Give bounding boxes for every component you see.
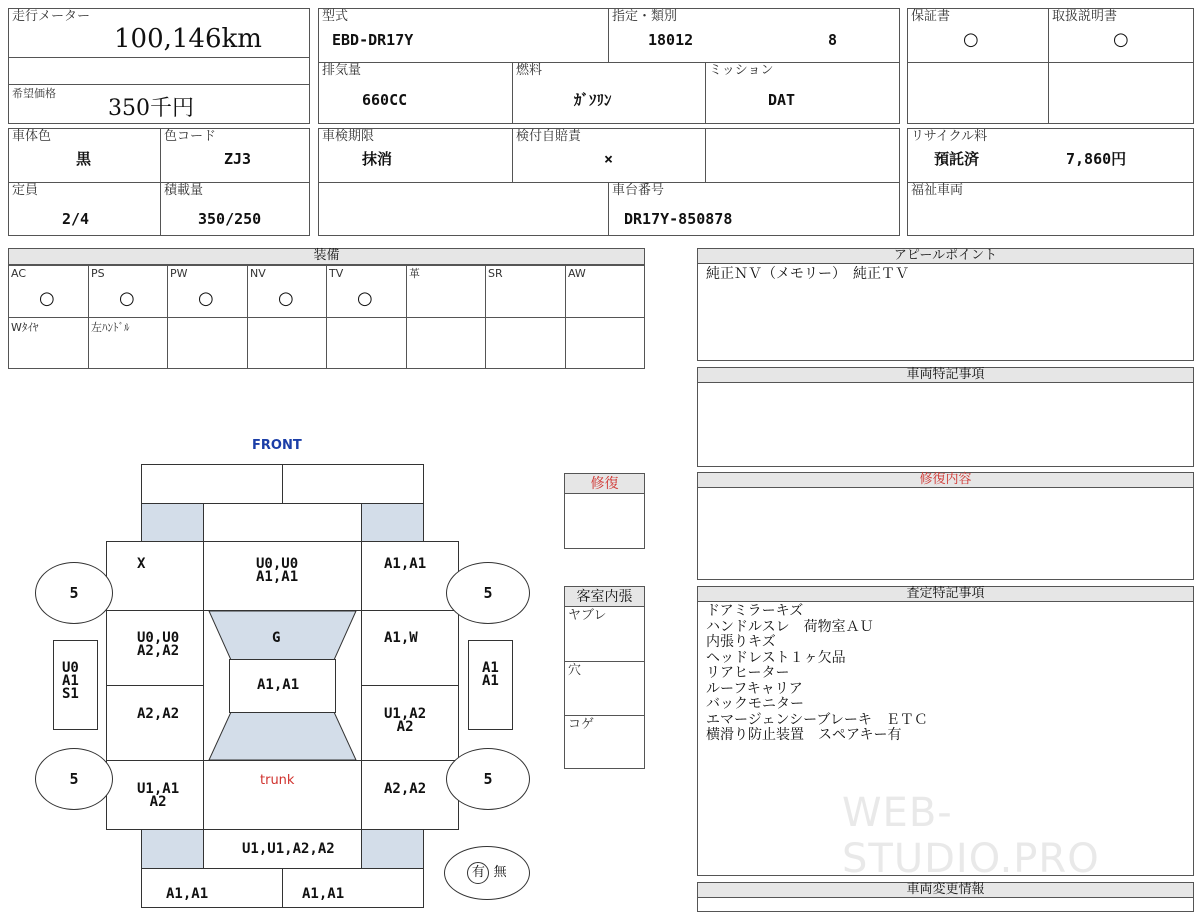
equipment-option-2: 左ﾊﾝﾄﾞﾙ bbox=[91, 321, 130, 334]
assessment-line: ハンドルスレ 荷物室ＡＵ bbox=[706, 618, 874, 635]
rear-glass bbox=[209, 712, 356, 760]
trunk-label: trunk bbox=[260, 773, 295, 788]
designation-label: 指定・類別 bbox=[612, 9, 678, 24]
rear-panel-code: U1,U1,A2,A2 bbox=[242, 841, 335, 857]
interior-title: 客室内張 bbox=[565, 587, 644, 607]
load-label: 積載量 bbox=[164, 183, 204, 198]
inspection-value: 抹消 bbox=[362, 150, 393, 168]
welfare-label: 福祉車両 bbox=[911, 183, 964, 198]
equipment-label-2: PS bbox=[91, 267, 105, 280]
rl-door-code: A2,A2 bbox=[137, 706, 180, 722]
capacity-label: 定員 bbox=[12, 183, 39, 198]
fl-fender-code: X bbox=[137, 556, 146, 572]
assessment-line: エマージェンシーブレーキ ＥＴＣ bbox=[706, 711, 928, 728]
equipment-label-6: 革 bbox=[409, 267, 420, 280]
model-label: 型式 bbox=[322, 9, 349, 24]
insurance-label: 検付自賠責 bbox=[516, 129, 582, 144]
price-label: 希望価格 bbox=[12, 87, 56, 100]
equipment-mark-5: ○ bbox=[357, 288, 373, 309]
vehicle-notes-title: 車両特記事項 bbox=[698, 368, 1193, 383]
designation-value-1: 18012 bbox=[648, 31, 694, 49]
tire-rear-right: 5 bbox=[446, 748, 530, 810]
repair-box-title: 修復 bbox=[565, 474, 644, 494]
equipment-label-7: SR bbox=[488, 267, 503, 280]
recycle-label: リサイクル料 bbox=[911, 129, 988, 144]
front-bumper-left bbox=[141, 464, 283, 504]
fr-fender-code: A1,A1 bbox=[384, 556, 427, 572]
manual-label: 取扱説明書 bbox=[1052, 9, 1118, 24]
recycle-status: 預託済 bbox=[934, 150, 980, 168]
equipment-label-5: TV bbox=[329, 267, 344, 280]
spare-none-mark: 無 bbox=[493, 865, 507, 880]
front-label: FRONT bbox=[252, 438, 302, 453]
warranty-circle: ○ bbox=[963, 29, 979, 50]
insurance-value: × bbox=[604, 150, 614, 168]
load-value: 350/250 bbox=[198, 210, 262, 228]
capacity-value: 2/4 bbox=[62, 210, 90, 228]
assessment-line: 横滑り防止装置 スペアキー有 bbox=[706, 727, 902, 743]
inspection-label: 車検期限 bbox=[322, 129, 375, 144]
equipment-divider bbox=[88, 265, 89, 369]
assessment-line: ドアミラーキズ bbox=[706, 603, 804, 619]
rr-door-code: U1,A2 A2 bbox=[384, 706, 427, 735]
warranty-label: 保証書 bbox=[911, 9, 951, 24]
front-left-light bbox=[141, 503, 204, 542]
body-color-value: 黒 bbox=[76, 150, 92, 168]
fl-door-code: U0,U0 A2,A2 bbox=[137, 630, 180, 659]
roof-code: A1,A1 bbox=[257, 677, 300, 693]
interior-hole: 穴 bbox=[568, 663, 582, 678]
model-value: EBD-DR17Y bbox=[332, 31, 414, 49]
repair-details-panel bbox=[697, 472, 1194, 580]
rear-bumper-left bbox=[141, 868, 283, 908]
front-right-door bbox=[361, 610, 459, 686]
watermark: WEB-STUDIO.PRO bbox=[842, 790, 1100, 882]
spare-tire-indicator bbox=[444, 846, 530, 900]
fr-door-code: A1,W bbox=[384, 630, 418, 646]
trunk-lid bbox=[203, 760, 362, 830]
rl-quarter-code: U1,A1 A2 bbox=[137, 781, 180, 810]
change-info-title: 車両変更情報 bbox=[698, 883, 1193, 898]
mileage-label: 走行メーター bbox=[12, 9, 91, 24]
recycle-amount: 7,860円 bbox=[1066, 150, 1127, 168]
equipment-label-8: AW bbox=[568, 267, 586, 280]
mission-value: DAT bbox=[768, 91, 796, 109]
assessment-line: ルーフキャリア bbox=[706, 680, 803, 697]
manual-circle: ○ bbox=[1113, 29, 1129, 50]
right-sill-code: A1 A1 bbox=[482, 660, 499, 689]
windshield-glass bbox=[209, 611, 356, 660]
equipment-mark-2: ○ bbox=[119, 288, 135, 309]
front-bumper-right bbox=[282, 464, 424, 504]
fuel-label: 燃料 bbox=[516, 63, 543, 78]
equipment-mark-4: ○ bbox=[278, 288, 294, 309]
repair-details-title: 修復内容 bbox=[698, 473, 1193, 488]
chassis-label: 車台番号 bbox=[612, 183, 665, 198]
fuel-value: ｶﾞｿﾘﾝ bbox=[574, 91, 612, 109]
mileage-value: 100,146km bbox=[114, 24, 262, 54]
document-box bbox=[907, 8, 1194, 124]
assessment-title: 査定特記事項 bbox=[698, 587, 1193, 602]
rr-quarter-code: A2,A2 bbox=[384, 781, 427, 797]
interior-tear: ヤブレ bbox=[568, 608, 607, 623]
equipment-mark-1: ○ bbox=[39, 288, 55, 309]
mission-label: ミッション bbox=[709, 63, 774, 78]
equipment-title: 装備 bbox=[9, 249, 644, 265]
rear-bumper-right-code: A1,A1 bbox=[302, 886, 345, 902]
price-value: 350千円 bbox=[108, 96, 194, 121]
equipment-label-3: PW bbox=[170, 267, 188, 280]
hood-code: U0,U0 A1,A1 bbox=[256, 556, 299, 585]
front-left-fender bbox=[106, 541, 204, 611]
equipment-divider bbox=[565, 265, 566, 369]
appeal-panel bbox=[697, 248, 1194, 361]
equipment-divider bbox=[167, 265, 168, 369]
displacement-label: 排気量 bbox=[322, 63, 362, 78]
displacement-value: 660CC bbox=[362, 91, 408, 109]
equipment-divider bbox=[247, 265, 248, 369]
front-right-fender bbox=[361, 541, 459, 611]
equipment-divider bbox=[326, 265, 327, 369]
front-right-light bbox=[361, 503, 424, 542]
assessment-line: ヘッドレスト１ヶ欠品 bbox=[706, 649, 846, 666]
equipment-divider bbox=[406, 265, 407, 369]
interior-burn: コゲ bbox=[568, 717, 595, 732]
appeal-title: アピールポイント bbox=[698, 249, 1193, 264]
assessment-line: バックモニター bbox=[706, 696, 804, 712]
designation-value-2: 8 bbox=[828, 31, 838, 49]
body-color-label: 車体色 bbox=[12, 129, 52, 144]
rear-bumper-left-code: A1,A1 bbox=[166, 886, 209, 902]
windshield-code: G bbox=[272, 630, 281, 646]
equipment-header-line bbox=[8, 265, 645, 266]
spare-has-mark: 有 bbox=[467, 862, 489, 884]
appeal-text: 純正ＮＶ（メモリー） 純正ＴＶ bbox=[706, 266, 909, 282]
chassis-value: DR17Y-850878 bbox=[624, 210, 733, 228]
assessment-line: 内張りキズ bbox=[706, 634, 776, 650]
tire-rear-left: 5 bbox=[35, 748, 113, 810]
color-code-label: 色コード bbox=[164, 129, 217, 144]
equipment-mark-3: ○ bbox=[198, 288, 214, 309]
equipment-divider bbox=[485, 265, 486, 369]
color-code-value: ZJ3 bbox=[224, 150, 252, 168]
assessment-line: リアヒーター bbox=[706, 665, 790, 681]
rear-left-door bbox=[106, 685, 204, 761]
rear-right-light bbox=[361, 829, 424, 869]
tire-front-right: 5 bbox=[446, 562, 530, 624]
equipment-label-1: AC bbox=[11, 267, 27, 280]
rear-left-light bbox=[141, 829, 204, 869]
equipment-option-1: Wﾀｲﾔ bbox=[11, 321, 39, 334]
left-sill-code: U0 A1 S1 bbox=[62, 660, 79, 702]
tire-front-left: 5 bbox=[35, 562, 113, 624]
equipment-label-4: NV bbox=[250, 267, 266, 280]
